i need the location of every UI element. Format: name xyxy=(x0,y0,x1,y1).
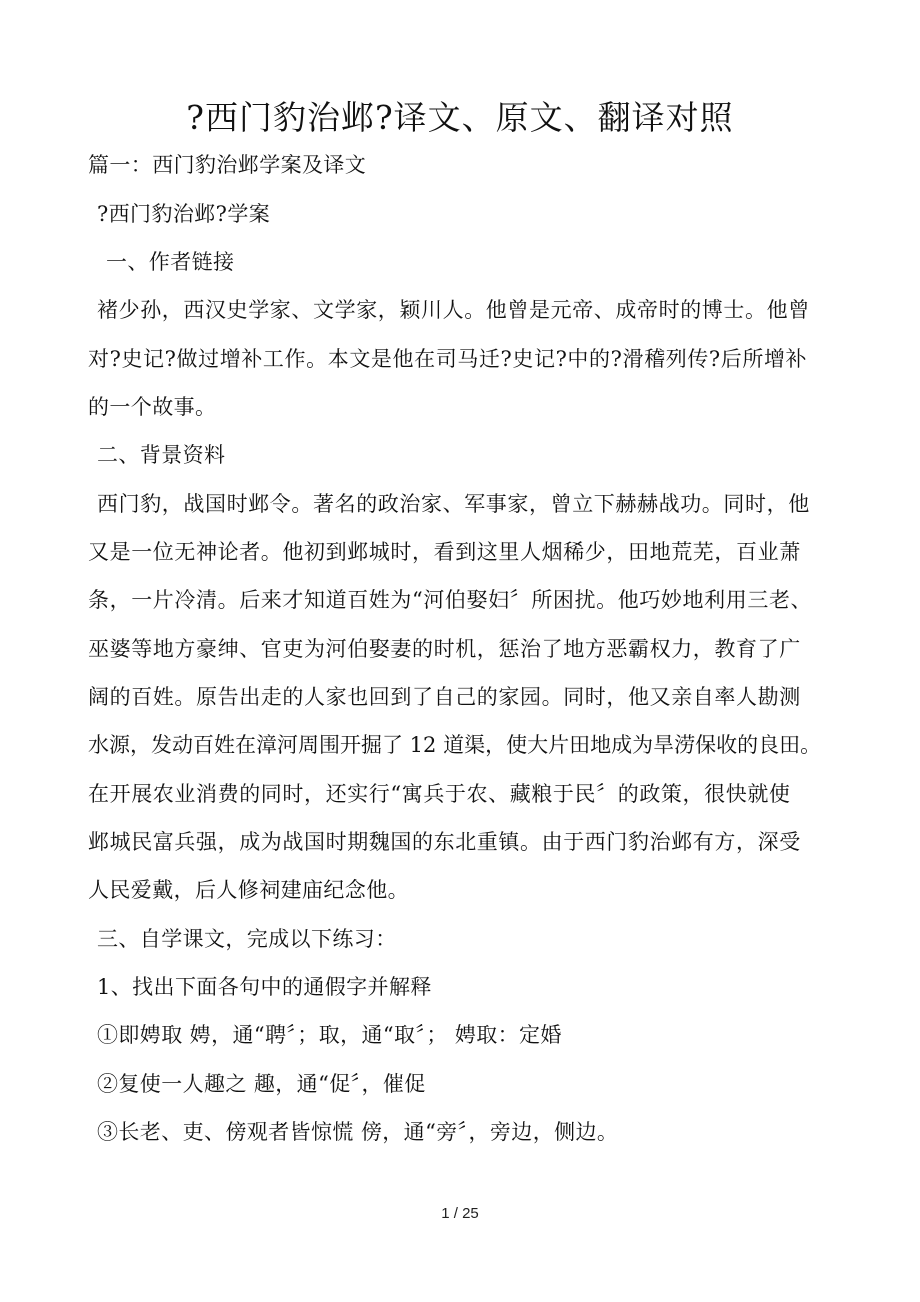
document-title: ?西门豹治邺?译文、原文、翻译对照 xyxy=(186,98,734,137)
paragraph-line: 西门豹，战国时邺令。著名的政治家、军事家，曾立下赫赫战功。同时，他 xyxy=(97,492,810,516)
paragraph-line: 阔的百姓。原告出走的人家也回到了自己的家园。同时，他又亲自率人勘测 xyxy=(88,685,801,709)
paragraph-line: 对?史记?做过增补工作。本文是他在司马迁?史记?中的?滑稽列传?后所增补 xyxy=(88,347,808,371)
paragraph-line: 的一个故事。 xyxy=(88,395,217,419)
exercise-item: ①即娉取 娉，通“聘〞；取，通“取〞； 娉取：定婚 xyxy=(97,1023,562,1047)
document-subtitle: 篇一：西门豹治邺学案及译文 xyxy=(88,153,367,177)
lesson-title: ?西门豹治邺?学案 xyxy=(97,202,271,226)
paragraph-line: 邺城民富兵强，成为战国时期魏国的东北重镇。由于西门豹治邺有方，深受 xyxy=(88,830,801,854)
paragraph-line: 在开展农业消费的同时，还实行“寓兵于农、藏粮于民〞的政策，很快就使 xyxy=(88,782,791,806)
section-heading-author: 一、作者链接 xyxy=(106,250,235,274)
section-heading-background: 二、背景资料 xyxy=(97,443,226,467)
section-heading-exercises: 三、自学课文，完成以下练习： xyxy=(97,927,397,951)
page-number: 1 / 25 xyxy=(441,1205,479,1222)
exercise-prompt: 1、找出下面各句中的通假字并解释 xyxy=(97,975,432,999)
paragraph-line: 水源，发动百姓在漳河周围开掘了 12 道渠，使大片田地成为旱涝保收的良田。 xyxy=(88,733,822,757)
exercise-item: ②复使一人趣之 趣，通“促〞，催促 xyxy=(97,1072,426,1096)
paragraph-line: 巫婆等地方豪绅、官吏为河伯娶妻的时机，惩治了地方恶霸权力，教育了广 xyxy=(88,637,801,661)
paragraph-line: 条，一片冷清。后来才知道百姓为“河伯娶妇〞所困扰。他巧妙地利用三老、 xyxy=(88,588,813,612)
paragraph-line: 又是一位无神论者。他初到邺城时，看到这里人烟稀少，田地荒芜，百业萧 xyxy=(88,540,801,564)
paragraph-line: 褚少孙，西汉史学家、文学家，颖川人。他曾是元帝、成帝时的博士。他曾 xyxy=(97,298,810,322)
exercise-item: ③长老、吏、傍观者皆惊慌 傍，通“旁〞，旁边，侧边。 xyxy=(97,1120,619,1144)
paragraph-line: 人民爱戴，后人修祠建庙纪念他。 xyxy=(88,878,409,902)
